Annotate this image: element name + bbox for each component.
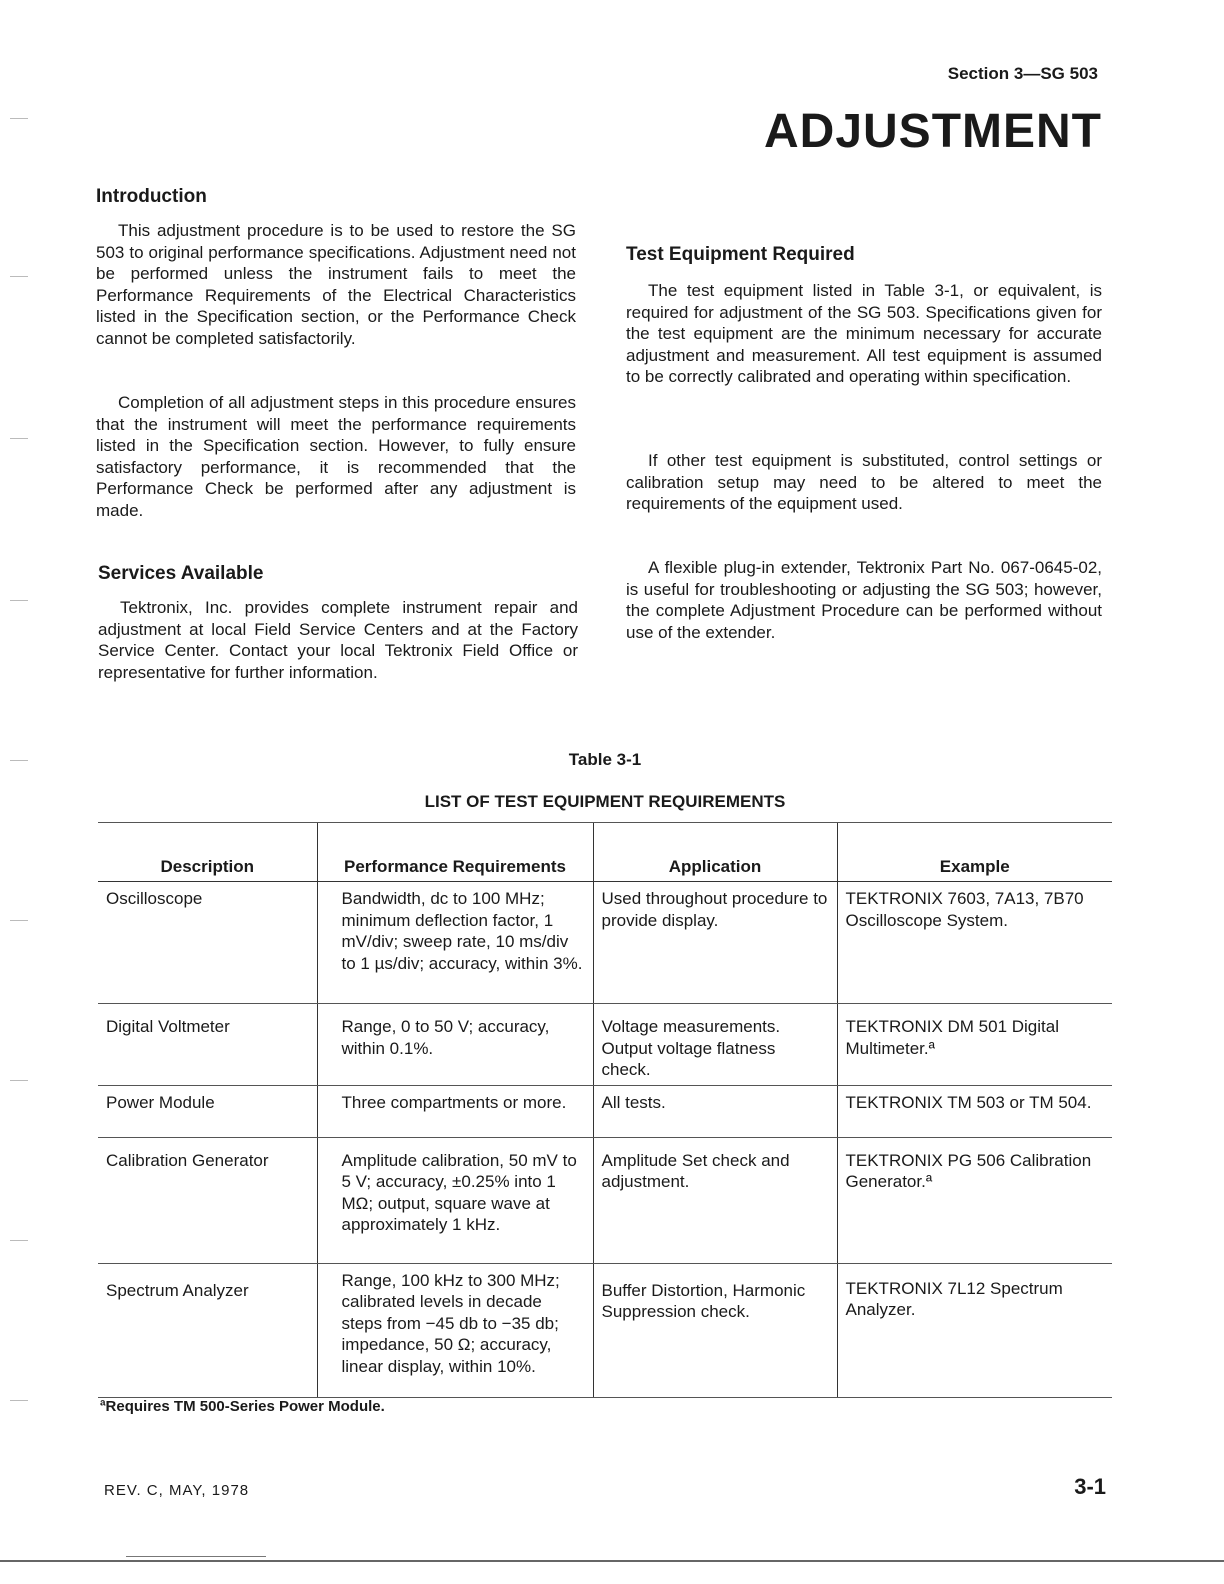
bottom-rule <box>0 1560 1224 1562</box>
column-header-application: Application <box>593 823 837 882</box>
cell-description: Digital Voltmeter <box>98 1004 317 1086</box>
cell-requirements: Range, 100 kHz to 300 MHz; calibrated levels in decade steps from −45 db to −35 db; impedance, 50 Ω; accuracy, linear display, within 10%. <box>317 1263 593 1397</box>
test-equipment-paragraph-1: The test equipment listed in Table 3-1, or equivalent, is required for adjustment of the SG 503. Specifications given for the test equipment are the minimum necessary for accurate adjustment and measurement. All test equipment is assumed to be correctly calibrated and operating within specification. <box>626 281 1102 386</box>
table-row <box>98 1085 1112 1137</box>
introduction-heading: Introduction <box>96 186 207 207</box>
scan-edge-mark <box>10 1400 28 1401</box>
scan-edge-mark <box>10 438 28 439</box>
table-footnote: ªRequires TM 500-Series Power Module. <box>100 1398 385 1415</box>
cell-application: All tests. <box>593 1085 837 1137</box>
column-header-example: Example <box>837 823 1112 882</box>
column-header-requirements: Performance Requirements <box>317 823 593 882</box>
cell-example: TEKTRONIX 7L12 Spectrum Analyzer. <box>837 1263 1112 1397</box>
test-equipment-heading: Test Equipment Required <box>626 244 855 265</box>
introduction-paragraph-2: Completion of all adjustment steps in this procedure ensures that the instrument will meet the performance requirements listed in the Specification section. However, to fully ensure satisfactory performance, it is recommended that the Performance Check be performed after any adjustment is made. <box>96 393 576 520</box>
page-number: 3-1 <box>1074 1474 1106 1499</box>
services-heading: Services Available <box>98 563 264 584</box>
scan-edge-mark <box>10 920 28 921</box>
cell-description: Oscilloscope <box>98 882 317 1004</box>
revision-date: REV. C, MAY, 1978 <box>104 1482 250 1499</box>
scan-edge-mark <box>10 600 28 601</box>
cell-application: Amplitude Set check and adjustment. <box>593 1137 837 1263</box>
cell-example: TEKTRONIX PG 506 Calibration Generator.ª <box>837 1137 1112 1263</box>
introduction-paragraph-1: This adjustment procedure is to be used to restore the SG 503 to original performance specifications. Adjustment need not be performed unless the instrument fails to meet the Performance Requirements of the Electrical Characteristics listed in the Specification section, or the Performance Check cannot be completed satisfactorily. <box>96 221 576 348</box>
cell-example: TEKTRONIX DM 501 Digital Multimeter.ª <box>837 1004 1112 1086</box>
bottom-rule-short <box>126 1556 266 1557</box>
table-number: Table 3-1 <box>568 750 642 769</box>
scan-edge-mark <box>10 760 28 761</box>
scan-edge-mark <box>10 1240 28 1241</box>
section-label: Section 3—SG 503 <box>947 64 1098 83</box>
cell-description: Spectrum Analyzer <box>98 1263 317 1397</box>
table-row <box>98 1137 1112 1263</box>
cell-application: Buffer Distortion, Harmonic Suppression check. <box>593 1263 837 1397</box>
cell-example: TEKTRONIX TM 503 or TM 504. <box>837 1085 1112 1137</box>
table-caption: LIST OF TEST EQUIPMENT REQUIREMENTS <box>424 792 786 811</box>
cell-description: Power Module <box>98 1085 317 1137</box>
table-row <box>98 1263 1112 1397</box>
cell-requirements: Amplitude calibration, 50 mV to 5 V; accuracy, ±0.25% into 1 MΩ; output, square wave at approximately 1 kHz. <box>317 1137 593 1263</box>
cell-example: TEKTRONIX 7603, 7A13, 7B70 Oscilloscope System. <box>837 882 1112 1004</box>
test-equipment-paragraph-2: If other test equipment is substituted, control settings or calibration setup may need to be altered to meet the requirements of the equipment used. <box>626 451 1102 513</box>
scan-edge-mark <box>10 276 28 277</box>
cell-requirements: Three compartments or more. <box>317 1085 593 1137</box>
cell-application: Voltage measurements. Output voltage flatness check. <box>593 1004 837 1086</box>
scan-edge-mark <box>10 118 28 119</box>
cell-description: Calibration Generator <box>98 1137 317 1263</box>
cell-application: Used throughout procedure to provide display. <box>593 882 837 1004</box>
table-row <box>98 1004 1112 1086</box>
test-equipment-paragraph-3: A flexible plug-in extender, Tektronix Part No. 067-0645-02, is useful for troubleshooting or adjusting the SG 503; however, the complete Adjustment Procedure can be performed without use of the extender. <box>626 558 1102 642</box>
table-header-row <box>98 823 1112 882</box>
table-row <box>98 882 1112 1004</box>
services-paragraph: Tektronix, Inc. provides complete instrument repair and adjustment at local Field Service Centers and at the Factory Service Center. Contact your local Tektronix Field Office or representative for further information. <box>98 598 578 682</box>
column-header-description: Description <box>98 823 317 882</box>
page-title: ADJUSTMENT <box>763 105 1102 158</box>
cell-requirements: Bandwidth, dc to 100 MHz; minimum deflection factor, 1 mV/div; sweep rate, 10 ms/div to 1 µs/div; accuracy, within 3%. <box>317 882 593 1004</box>
scan-edge-mark <box>10 1080 28 1081</box>
test-equipment-table <box>98 822 1112 1398</box>
cell-requirements: Range, 0 to 50 V; accuracy, within 0.1%. <box>317 1004 593 1086</box>
